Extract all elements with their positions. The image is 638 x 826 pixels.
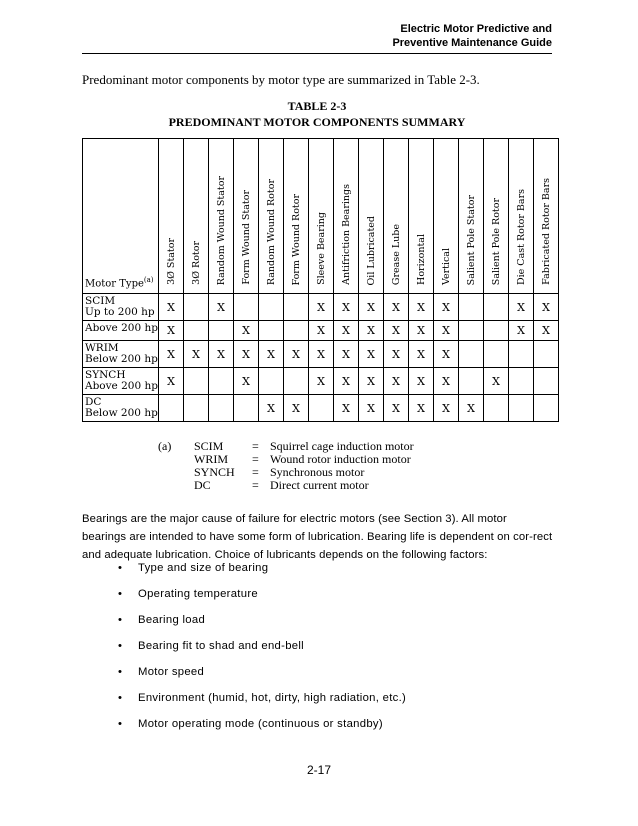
motor-type-name: DC xyxy=(85,396,102,408)
footnote-desc: Squirrel cage induction motor xyxy=(270,439,414,453)
motor-type-name: Above 200 hp xyxy=(85,322,158,334)
component-mark-cell xyxy=(534,395,559,422)
component-mark-cell xyxy=(209,368,234,395)
component-mark-cell: X xyxy=(309,341,334,368)
bullet-icon: • xyxy=(118,718,123,730)
component-mark-cell xyxy=(159,395,184,422)
component-mark-cell: X xyxy=(409,395,434,422)
list-item-text: Bearing load xyxy=(138,614,206,626)
component-mark-cell: X xyxy=(384,294,409,321)
column-header xyxy=(309,139,334,294)
footnote-desc: Direct current motor xyxy=(270,478,369,492)
table-caption xyxy=(82,98,552,130)
table-body xyxy=(83,294,559,422)
column-header xyxy=(484,139,509,294)
column-header xyxy=(359,139,384,294)
component-mark-cell xyxy=(209,395,234,422)
column-header-label: Vertical xyxy=(440,247,452,285)
column-header-label: Random Wound Stator xyxy=(215,175,227,285)
component-mark-cell: X xyxy=(384,321,409,341)
motor-type-name: WRIM xyxy=(85,342,119,354)
column-header xyxy=(184,139,209,294)
component-mark-cell xyxy=(259,294,284,321)
component-mark-cell xyxy=(484,341,509,368)
header-line-1: Electric Motor Predictive and xyxy=(400,23,552,35)
component-mark-cell xyxy=(234,395,259,422)
component-mark-cell xyxy=(184,321,209,341)
component-mark-cell: X xyxy=(359,294,384,321)
component-mark-cell: X xyxy=(334,341,359,368)
list-item-text: Motor speed xyxy=(138,666,205,678)
column-header-label: Die Cast Rotor Bars xyxy=(515,189,527,285)
components-table xyxy=(82,138,559,422)
component-mark-cell xyxy=(459,368,484,395)
component-mark-cell: X xyxy=(359,395,384,422)
column-header xyxy=(284,139,309,294)
column-header-label: 3Ø Rotor xyxy=(190,241,202,285)
component-mark-cell: X xyxy=(259,341,284,368)
component-mark-cell: X xyxy=(334,321,359,341)
motor-type-range: Below 200 hp xyxy=(85,353,158,365)
component-mark-cell: X xyxy=(234,321,259,341)
column-header xyxy=(234,139,259,294)
component-mark-cell: X xyxy=(309,321,334,341)
component-mark-cell: X xyxy=(159,341,184,368)
component-mark-cell xyxy=(459,294,484,321)
list-item xyxy=(118,607,406,633)
list-item xyxy=(118,685,406,711)
list-item xyxy=(118,659,406,685)
column-header xyxy=(459,139,484,294)
component-mark-cell: X xyxy=(234,341,259,368)
component-mark-cell: X xyxy=(334,395,359,422)
component-mark-cell: X xyxy=(184,341,209,368)
column-header-label: Salient Pole Rotor xyxy=(490,197,502,285)
column-header xyxy=(409,139,434,294)
component-mark-cell: X xyxy=(509,294,534,321)
component-mark-cell: X xyxy=(409,294,434,321)
component-mark-cell xyxy=(209,321,234,341)
component-mark-cell xyxy=(184,395,209,422)
table-number: TABLE 2-3 xyxy=(287,99,347,113)
header-line-2: Preventive Maintenance Guide xyxy=(392,37,552,49)
motor-type-range: Up to 200 hp xyxy=(85,306,155,318)
component-mark-cell: X xyxy=(159,294,184,321)
component-mark-cell: X xyxy=(384,341,409,368)
component-mark-cell xyxy=(509,341,534,368)
component-mark-cell: X xyxy=(284,341,309,368)
component-mark-cell xyxy=(534,368,559,395)
component-mark-cell: X xyxy=(434,368,459,395)
motor-type-header xyxy=(83,139,159,294)
component-mark-cell: X xyxy=(284,395,309,422)
motor-type-footnote-mark: (a) xyxy=(143,275,154,284)
component-mark-cell xyxy=(534,341,559,368)
component-mark-cell: X xyxy=(159,368,184,395)
component-mark-cell: X xyxy=(359,368,384,395)
table-row xyxy=(83,294,559,321)
component-mark-cell: X xyxy=(409,321,434,341)
list-item-text: Bearing fit to shad and end-bell xyxy=(138,640,304,652)
column-header xyxy=(159,139,184,294)
component-mark-cell xyxy=(459,321,484,341)
motor-type-label: Motor Type xyxy=(85,278,144,289)
list-item-text: Operating temperature xyxy=(138,588,258,600)
list-item xyxy=(118,581,406,607)
footnote-item xyxy=(194,440,414,453)
component-mark-cell xyxy=(184,368,209,395)
component-mark-cell xyxy=(484,294,509,321)
component-mark-cell: X xyxy=(334,294,359,321)
column-header xyxy=(434,139,459,294)
running-header xyxy=(392,22,552,50)
motor-type-cell xyxy=(83,368,159,395)
list-item xyxy=(118,711,406,737)
footnote-equals: = xyxy=(252,452,259,466)
footnote-abbr: DC xyxy=(194,478,211,492)
component-mark-cell xyxy=(234,294,259,321)
component-mark-cell xyxy=(484,321,509,341)
footnote-label: (a) xyxy=(158,439,172,453)
footnote-equals: = xyxy=(252,478,259,492)
component-mark-cell xyxy=(309,395,334,422)
column-header-label: Form Wound Rotor xyxy=(290,193,302,285)
column-header-label: Salient Pole Stator xyxy=(465,194,477,285)
footnote-desc: Wound rotor induction motor xyxy=(270,452,411,466)
column-header xyxy=(509,139,534,294)
component-mark-cell: X xyxy=(434,294,459,321)
column-header-label: Grease Lube xyxy=(390,223,402,285)
column-header-label: Oil Lubricated xyxy=(365,215,377,285)
component-mark-cell xyxy=(284,294,309,321)
list-item-text: Environment (humid, hot, dirty, high radiation, etc.) xyxy=(138,692,407,704)
component-mark-cell: X xyxy=(409,341,434,368)
column-header xyxy=(259,139,284,294)
column-header xyxy=(209,139,234,294)
bullet-icon: • xyxy=(118,588,123,600)
column-header-label: Form Wound Stator xyxy=(240,190,252,285)
page-number: 2-17 xyxy=(306,763,332,777)
column-header xyxy=(334,139,359,294)
bullet-icon: • xyxy=(118,666,123,678)
component-mark-cell: X xyxy=(534,294,559,321)
motor-type-range: Below 200 hp xyxy=(85,407,158,419)
component-mark-cell: X xyxy=(459,395,484,422)
header-rule xyxy=(82,53,552,54)
intro-text: Predominant motor components by motor type are summarized in Table 2-3. xyxy=(82,72,480,87)
component-mark-cell: X xyxy=(509,321,534,341)
footnote-equals: = xyxy=(252,465,259,479)
column-header xyxy=(384,139,409,294)
footnote-desc: Synchronous motor xyxy=(270,465,365,479)
footnote-item xyxy=(194,479,369,492)
footnote-item xyxy=(194,466,364,479)
table-row xyxy=(83,321,559,341)
component-mark-cell: X xyxy=(484,368,509,395)
column-header-label: Horizontal xyxy=(415,234,427,285)
component-mark-cell: X xyxy=(384,395,409,422)
table-row xyxy=(83,368,559,395)
component-mark-cell: X xyxy=(359,321,384,341)
component-mark-cell: X xyxy=(309,294,334,321)
table-row xyxy=(83,341,559,368)
component-mark-cell: X xyxy=(234,368,259,395)
component-mark-cell xyxy=(509,395,534,422)
component-mark-cell xyxy=(259,368,284,395)
footnote-equals: = xyxy=(252,439,259,453)
footnote-abbr: WRIM xyxy=(194,452,228,466)
motor-type-name: SYNCH xyxy=(85,369,126,381)
motor-type-cell xyxy=(83,294,159,321)
component-mark-cell: X xyxy=(209,341,234,368)
component-mark-cell: X xyxy=(384,368,409,395)
component-mark-cell xyxy=(184,294,209,321)
bullet-icon: • xyxy=(118,640,123,652)
component-mark-cell: X xyxy=(209,294,234,321)
component-mark-cell: X xyxy=(434,321,459,341)
list-item xyxy=(118,633,406,659)
table-title: PREDOMINANT MOTOR COMPONENTS SUMMARY xyxy=(168,115,466,129)
list-item-text: Type and size of bearing xyxy=(138,562,269,574)
column-header-label: Sleeve Bearing xyxy=(315,212,327,285)
bullet-icon: • xyxy=(118,692,123,704)
column-header-label: Fabricated Rotor Bars xyxy=(540,178,552,285)
component-mark-cell xyxy=(459,341,484,368)
table-header-row xyxy=(83,139,559,294)
component-mark-cell: X xyxy=(159,321,184,341)
component-mark-cell: X xyxy=(434,395,459,422)
footnote-item xyxy=(194,453,411,466)
motor-type-range: Above 200 hp xyxy=(85,380,158,392)
column-header xyxy=(534,139,559,294)
component-mark-cell: X xyxy=(434,341,459,368)
component-mark-cell xyxy=(284,321,309,341)
motor-type-cell xyxy=(83,321,159,341)
component-mark-cell xyxy=(484,395,509,422)
footnote-abbr: SCIM xyxy=(194,439,224,453)
component-mark-cell xyxy=(259,321,284,341)
component-mark-cell: X xyxy=(259,395,284,422)
motor-type-cell xyxy=(83,395,159,422)
column-header-label: Antifriction Bearings xyxy=(340,184,352,285)
factor-list xyxy=(118,555,406,737)
motor-type-cell xyxy=(83,341,159,368)
column-header-label: 3Ø Stator xyxy=(165,238,177,285)
component-mark-cell: X xyxy=(334,368,359,395)
component-mark-cell: X xyxy=(309,368,334,395)
column-header-label: Random Wound Rotor xyxy=(265,178,277,285)
list-item-text: Motor operating mode (continuous or standby) xyxy=(138,718,383,730)
table-row xyxy=(83,395,559,422)
component-mark-cell: X xyxy=(409,368,434,395)
motor-type-name: SCIM xyxy=(85,295,116,307)
component-mark-cell xyxy=(509,368,534,395)
bearings-paragraph: Bearings are the major cause of failure for electric motors (see Section 3). All motor bearings are intended to have some form of lubrication. Bearing life is dependent on cor-rect and adequate lubrication. Choice of lubricants depends on the following factors: xyxy=(82,513,553,561)
component-mark-cell: X xyxy=(359,341,384,368)
bullet-icon: • xyxy=(118,614,123,626)
bullet-icon: • xyxy=(118,562,123,574)
footnote-abbr: SYNCH xyxy=(194,465,235,479)
component-mark-cell xyxy=(284,368,309,395)
list-item xyxy=(118,555,406,581)
component-mark-cell: X xyxy=(534,321,559,341)
